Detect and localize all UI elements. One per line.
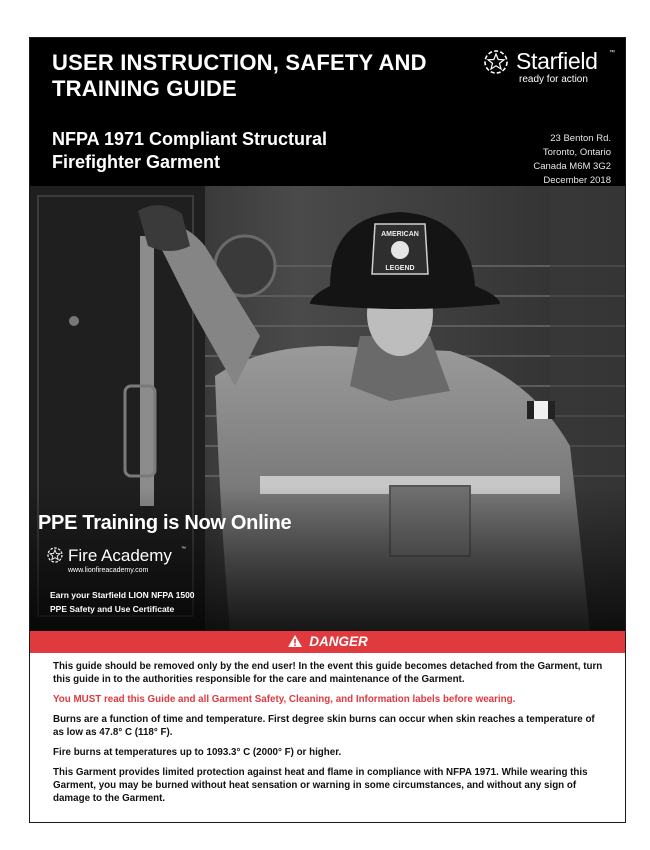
brand-tagline: ready for action <box>519 74 588 85</box>
helmet-badge-top: AMERICAN <box>381 231 419 238</box>
address-block <box>533 132 611 188</box>
danger-paragraph: Fire burns at temperatures up to 1093.3° C (2000° F) or higher. <box>53 747 342 758</box>
starfield-star-icon <box>482 48 510 76</box>
firefighter-photo <box>30 186 625 631</box>
promo-title: PPE Training is Now Online <box>38 512 292 534</box>
address-line: 23 Benton Rd. <box>550 133 611 144</box>
promo-line: PPE Safety and Use Certificate <box>50 604 175 614</box>
guide-title: USER INSTRUCTION, SAFETY AND TRAINING GUIDE <box>52 50 427 101</box>
training-promo <box>38 512 292 614</box>
danger-paragraph: This Garment provides limited protection against heat and flame in compliance with NFPA 1971. While wearing this Garment, you may be burned without heat sensation or warning in some circumstances, and without any sign of damage to the Garment. <box>53 767 588 804</box>
fire-academy-trademark: ™ <box>181 546 186 552</box>
brand-name: Starfield <box>516 48 598 74</box>
address-line: Toronto, Ontario <box>542 147 611 158</box>
warning-triangle-icon <box>287 634 303 648</box>
brand-trademark: ™ <box>609 50 615 56</box>
fire-academy-url[interactable]: www.lionfireacademy.com <box>68 567 149 574</box>
danger-text <box>53 660 605 812</box>
danger-paragraph: Burns are a function of time and temperature. First degree skin burns can occur when skin reaches a temperature of as low as 47.8° C (118° F). <box>53 714 595 738</box>
helmet-badge-bottom: LEGEND <box>385 265 415 272</box>
address-line: Canada M6M 3G2 <box>533 161 611 172</box>
danger-paragraph-warning: You MUST read this Guide and all Garment Safety, Cleaning, and Information labels before wearing. <box>53 694 516 705</box>
promo-line: Earn your Starfield LION NFPA 1500 <box>50 590 195 600</box>
starfield-logo <box>482 44 622 94</box>
danger-banner <box>30 631 625 653</box>
guide-subtitle: NFPA 1971 Compliant Structural Firefighter Garment <box>52 129 328 172</box>
header <box>30 38 625 186</box>
danger-label: DANGER <box>309 634 368 649</box>
danger-paragraph: This guide should be removed only by the end user! In the event this guide becomes detached from the Garment, turn this guide in to the authorities responsible for the care and maintenance of the Garment. <box>53 661 603 685</box>
fire-academy-logo <box>46 546 246 586</box>
publication-date: December 2018 <box>543 175 611 186</box>
guide-cover <box>29 37 626 823</box>
fire-academy-star-icon <box>46 546 64 564</box>
fire-academy-name: Fire Academy <box>68 546 172 565</box>
